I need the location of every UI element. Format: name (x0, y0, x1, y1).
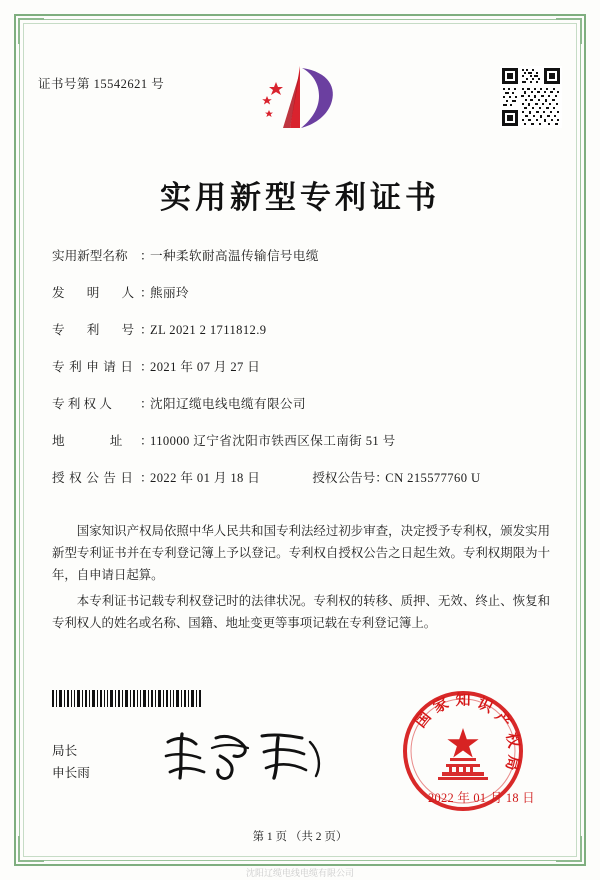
field-value-application-date: 2021 年 07 月 27 日 (150, 360, 261, 374)
field-value-address: 110000 辽宁省沈阳市铁西区保工南街 51 号 (150, 434, 396, 448)
body-paragraph-1: 国家知识产权局依照中华人民共和国专利法经过初步审查，决定授予专利权，颁发实用新型专利证书并在专利登记簿上予以登记。专利权自授权公告之日起生效。专利权期限为十年，自申请日起算。 (52, 524, 550, 582)
page-title: 实用新型专利证书 (160, 180, 440, 215)
field-label-address: 地 址 (52, 434, 144, 448)
certificate-number: 证书号第 15542621 号 (38, 77, 165, 91)
signatory-name: 申长雨 (52, 766, 90, 780)
field-row-application-date (52, 356, 552, 393)
field-value-announcement-number: CN 215577760 U (385, 471, 481, 485)
field-value-patent-number: ZL 2021 2 1711812.9 (150, 323, 267, 337)
barcode (52, 690, 202, 707)
field-colon-patent-number: ： (140, 323, 153, 337)
qr-code-icon (500, 66, 562, 128)
cnipa-logo-icon (245, 62, 355, 137)
field-label-announcement-number: 授权公告号 (312, 471, 376, 485)
signatory-block (52, 740, 90, 784)
field-colon-application-date: ： (140, 360, 153, 374)
field-colon-inventor: ： (140, 286, 153, 300)
page-footer: 第 1 页 （共 2 页） (252, 831, 348, 843)
field-row-announcement (52, 467, 552, 504)
field-label-invention-name: 实用新型名称 (52, 249, 128, 263)
certificate-fields (52, 245, 552, 504)
field-row-inventor (52, 282, 552, 319)
body-paragraph-2: 本专利证书记载专利权登记时的法律状况。专利权的转移、质押、无效、终止、恢复和专利权人的姓名或名称、国籍、地址变更等事项记载在专利登记簿上。 (52, 594, 550, 630)
corner-ornament-top-right (556, 18, 582, 44)
corner-ornament-top-left (18, 18, 44, 44)
field-value-patentee: 沈阳辽缆电线电缆有限公司 (150, 397, 306, 411)
field-label-patentee: 专 利 权 人 (52, 397, 112, 411)
field-colon-invention-name: ： (140, 249, 153, 263)
field-colon-patentee: ： (140, 397, 153, 411)
field-value-invention-name: 一种柔软耐高温传输信号电缆 (150, 249, 319, 263)
field-row-invention-name (52, 245, 552, 282)
handwritten-signature-icon (160, 726, 340, 786)
signatory-title: 局长 (52, 744, 78, 758)
field-label-application-date: 专利申请日 (52, 360, 138, 374)
field-colon-announcement-number: ： (375, 471, 388, 485)
field-colon-announcement-date: ： (140, 471, 153, 485)
field-label-inventor: 发 明 人 (52, 286, 144, 300)
field-label-announcement-date: 授权公告日 (52, 471, 138, 485)
field-row-address (52, 430, 552, 467)
page-outside-note: 沈阳辽缆电线电缆有限公司 (245, 868, 354, 878)
certificate-body-text (52, 520, 550, 638)
field-row-patent-number (52, 319, 552, 356)
seal-date: 2022 年 01 月 18 日 (427, 791, 535, 805)
field-label-patent-number: 专 利 号 (52, 323, 144, 337)
svg-text:国 家 知 识 产 权 局: 国 家 知 识 产 权 局 (412, 692, 522, 773)
field-value-announcement-date: 2022 年 01 月 18 日 (150, 471, 261, 485)
field-value-inventor: 熊丽玲 (150, 286, 189, 300)
field-colon-address: ： (140, 434, 153, 448)
field-row-patentee (52, 393, 552, 430)
